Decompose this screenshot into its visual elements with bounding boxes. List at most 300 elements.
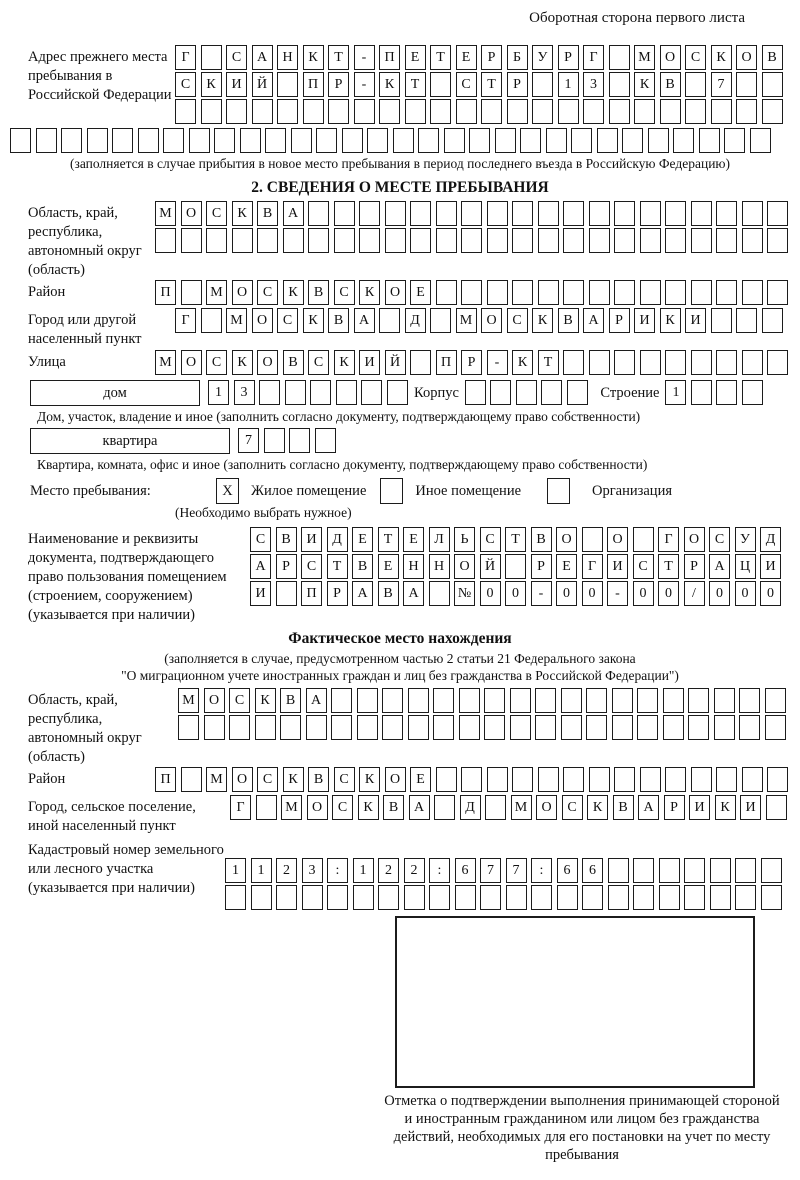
form-cell[interactable]: С <box>456 72 477 97</box>
form-cell[interactable] <box>315 428 336 453</box>
form-cell[interactable] <box>684 885 705 910</box>
form-cell[interactable] <box>382 715 403 740</box>
form-cell[interactable] <box>404 885 425 910</box>
form-cell[interactable] <box>264 428 285 453</box>
form-cell[interactable]: 0 <box>480 581 501 606</box>
form-cell[interactable]: - <box>607 581 628 606</box>
form-cell[interactable]: Р <box>461 350 482 375</box>
form-cell[interactable] <box>201 308 222 333</box>
form-cell[interactable] <box>485 795 506 820</box>
form-cell[interactable] <box>583 99 604 124</box>
form-cell[interactable] <box>306 715 327 740</box>
form-cell[interactable]: О <box>607 527 628 552</box>
form-cell[interactable] <box>353 885 374 910</box>
form-cell[interactable]: О <box>307 795 328 820</box>
form-cell[interactable]: 6 <box>455 858 476 883</box>
form-cell[interactable]: Р <box>328 72 349 97</box>
form-cell[interactable] <box>640 350 661 375</box>
form-cell[interactable] <box>762 99 783 124</box>
form-cell[interactable] <box>520 128 541 153</box>
form-cell[interactable] <box>405 99 426 124</box>
form-cell[interactable]: 7 <box>711 72 732 97</box>
checkbox-other-premises[interactable] <box>380 478 403 504</box>
form-cell[interactable] <box>433 715 454 740</box>
form-cell[interactable]: 0 <box>505 581 526 606</box>
form-cell[interactable]: Н <box>403 554 424 579</box>
form-cell[interactable] <box>567 380 588 405</box>
form-cell[interactable]: К <box>660 308 681 333</box>
form-cell[interactable]: И <box>226 72 247 97</box>
form-cell[interactable] <box>291 128 312 153</box>
form-cell[interactable] <box>461 280 482 305</box>
form-cell[interactable]: 1 <box>353 858 374 883</box>
form-cell[interactable] <box>716 350 737 375</box>
form-cell[interactable] <box>201 45 222 70</box>
form-cell[interactable] <box>637 715 658 740</box>
form-cell[interactable]: А <box>638 795 659 820</box>
form-cell[interactable] <box>410 228 431 253</box>
form-cell[interactable]: Т <box>481 72 502 97</box>
form-cell[interactable]: О <box>204 688 225 713</box>
form-cell[interactable] <box>612 688 633 713</box>
form-cell[interactable] <box>532 72 553 97</box>
form-cell[interactable] <box>359 228 380 253</box>
form-cell[interactable] <box>663 688 684 713</box>
form-cell[interactable]: 0 <box>582 581 603 606</box>
form-cell[interactable]: 6 <box>582 858 603 883</box>
form-cell[interactable]: А <box>283 201 304 226</box>
form-cell[interactable] <box>716 767 737 792</box>
form-cell[interactable]: Т <box>328 45 349 70</box>
form-cell[interactable]: С <box>308 350 329 375</box>
form-cell[interactable]: И <box>359 350 380 375</box>
form-cell[interactable] <box>36 128 57 153</box>
form-cell[interactable] <box>535 688 556 713</box>
form-cell[interactable] <box>762 308 783 333</box>
form-cell[interactable]: Р <box>276 554 297 579</box>
form-cell[interactable]: - <box>354 45 375 70</box>
form-cell[interactable] <box>259 380 280 405</box>
form-cell[interactable]: П <box>436 350 457 375</box>
form-cell[interactable]: И <box>250 581 271 606</box>
form-cell[interactable] <box>481 99 502 124</box>
form-cell[interactable] <box>659 885 680 910</box>
form-cell[interactable] <box>688 688 709 713</box>
form-cell[interactable]: Т <box>430 45 451 70</box>
form-cell[interactable] <box>308 201 329 226</box>
form-cell[interactable] <box>336 380 357 405</box>
form-cell[interactable] <box>691 380 712 405</box>
form-cell[interactable] <box>582 885 603 910</box>
form-cell[interactable]: К <box>334 350 355 375</box>
form-cell[interactable] <box>665 767 686 792</box>
form-cell[interactable] <box>614 201 635 226</box>
form-cell[interactable]: С <box>277 308 298 333</box>
form-cell[interactable] <box>436 280 457 305</box>
form-cell[interactable]: М <box>511 795 532 820</box>
form-cell[interactable]: Г <box>230 795 251 820</box>
form-cell[interactable]: О <box>181 201 202 226</box>
form-cell[interactable]: С <box>226 45 247 70</box>
form-cell[interactable]: Р <box>684 554 705 579</box>
form-cell[interactable] <box>640 228 661 253</box>
form-cell[interactable] <box>612 715 633 740</box>
form-cell[interactable]: Е <box>378 554 399 579</box>
form-cell[interactable]: Л <box>429 527 450 552</box>
form-cell[interactable] <box>531 885 552 910</box>
form-cell[interactable]: К <box>379 72 400 97</box>
form-cell[interactable] <box>710 885 731 910</box>
apartment-type-box[interactable]: квартира <box>30 428 230 454</box>
form-cell[interactable] <box>256 795 277 820</box>
form-cell[interactable]: И <box>740 795 761 820</box>
form-cell[interactable]: К <box>359 280 380 305</box>
form-cell[interactable]: К <box>715 795 736 820</box>
form-cell[interactable] <box>487 228 508 253</box>
form-cell[interactable] <box>597 128 618 153</box>
form-cell[interactable]: П <box>303 72 324 97</box>
form-cell[interactable]: Р <box>531 554 552 579</box>
form-cell[interactable] <box>589 228 610 253</box>
form-cell[interactable]: С <box>334 767 355 792</box>
form-cell[interactable]: Г <box>175 308 196 333</box>
form-cell[interactable] <box>459 688 480 713</box>
form-cell[interactable]: В <box>276 527 297 552</box>
form-cell[interactable]: В <box>352 554 373 579</box>
form-cell[interactable] <box>608 885 629 910</box>
form-cell[interactable] <box>633 858 654 883</box>
form-cell[interactable] <box>181 280 202 305</box>
form-cell[interactable] <box>766 795 787 820</box>
form-cell[interactable]: М <box>178 688 199 713</box>
form-cell[interactable] <box>512 767 533 792</box>
form-cell[interactable] <box>571 128 592 153</box>
form-cell[interactable] <box>359 201 380 226</box>
form-cell[interactable] <box>229 715 250 740</box>
form-cell[interactable]: К <box>359 767 380 792</box>
form-cell[interactable] <box>614 228 635 253</box>
form-cell[interactable] <box>434 795 455 820</box>
form-cell[interactable] <box>614 350 635 375</box>
form-cell[interactable] <box>762 72 783 97</box>
form-cell[interactable] <box>444 128 465 153</box>
form-cell[interactable] <box>367 128 388 153</box>
form-cell[interactable] <box>393 128 414 153</box>
form-cell[interactable] <box>742 350 763 375</box>
form-cell[interactable] <box>436 201 457 226</box>
form-cell[interactable] <box>589 767 610 792</box>
form-cell[interactable]: Н <box>429 554 450 579</box>
form-cell[interactable] <box>506 885 527 910</box>
form-cell[interactable]: А <box>409 795 430 820</box>
form-cell[interactable]: О <box>232 767 253 792</box>
form-cell[interactable]: С <box>206 201 227 226</box>
form-cell[interactable]: В <box>660 72 681 97</box>
form-cell[interactable] <box>510 688 531 713</box>
form-cell[interactable]: 7 <box>238 428 259 453</box>
form-cell[interactable]: В <box>308 280 329 305</box>
form-cell[interactable]: Г <box>582 554 603 579</box>
form-cell[interactable] <box>739 688 760 713</box>
form-cell[interactable] <box>716 201 737 226</box>
form-cell[interactable] <box>327 885 348 910</box>
form-cell[interactable] <box>608 858 629 883</box>
form-cell[interactable] <box>280 715 301 740</box>
form-cell[interactable]: С <box>206 350 227 375</box>
form-cell[interactable] <box>387 380 408 405</box>
form-cell[interactable]: В <box>308 767 329 792</box>
form-cell[interactable] <box>257 228 278 253</box>
form-cell[interactable]: О <box>257 350 278 375</box>
form-cell[interactable] <box>663 715 684 740</box>
form-cell[interactable]: Р <box>558 45 579 70</box>
form-cell[interactable]: М <box>155 350 176 375</box>
form-cell[interactable]: Й <box>385 350 406 375</box>
form-cell[interactable]: С <box>301 554 322 579</box>
form-cell[interactable] <box>379 308 400 333</box>
form-cell[interactable]: К <box>232 201 253 226</box>
form-cell[interactable] <box>361 380 382 405</box>
form-cell[interactable]: С <box>480 527 501 552</box>
form-cell[interactable] <box>163 128 184 153</box>
form-cell[interactable]: П <box>379 45 400 70</box>
form-cell[interactable] <box>691 201 712 226</box>
form-cell[interactable] <box>563 228 584 253</box>
form-cell[interactable] <box>767 767 788 792</box>
form-cell[interactable] <box>408 688 429 713</box>
form-cell[interactable] <box>699 128 720 153</box>
form-cell[interactable]: 6 <box>557 858 578 883</box>
form-cell[interactable] <box>767 201 788 226</box>
form-cell[interactable]: Т <box>538 350 559 375</box>
form-cell[interactable] <box>739 715 760 740</box>
form-cell[interactable] <box>461 767 482 792</box>
form-cell[interactable] <box>285 380 306 405</box>
form-cell[interactable] <box>716 228 737 253</box>
form-cell[interactable] <box>660 99 681 124</box>
form-cell[interactable]: 7 <box>480 858 501 883</box>
form-cell[interactable] <box>189 128 210 153</box>
form-cell[interactable]: И <box>607 554 628 579</box>
form-cell[interactable] <box>622 128 643 153</box>
form-cell[interactable] <box>589 201 610 226</box>
form-cell[interactable] <box>283 228 304 253</box>
form-cell[interactable] <box>277 99 298 124</box>
form-cell[interactable]: И <box>760 554 781 579</box>
form-cell[interactable]: М <box>206 767 227 792</box>
form-cell[interactable] <box>614 280 635 305</box>
form-cell[interactable]: К <box>232 350 253 375</box>
form-cell[interactable] <box>175 99 196 124</box>
form-cell[interactable]: : <box>429 858 450 883</box>
form-cell[interactable] <box>648 128 669 153</box>
form-cell[interactable] <box>484 715 505 740</box>
form-cell[interactable]: В <box>283 350 304 375</box>
form-cell[interactable]: : <box>531 858 552 883</box>
form-cell[interactable]: 3 <box>234 380 255 405</box>
form-cell[interactable] <box>767 350 788 375</box>
form-cell[interactable]: Р <box>664 795 685 820</box>
form-cell[interactable] <box>563 280 584 305</box>
form-cell[interactable] <box>742 767 763 792</box>
form-cell[interactable] <box>456 99 477 124</box>
form-cell[interactable]: К <box>711 45 732 70</box>
form-cell[interactable] <box>436 228 457 253</box>
form-cell[interactable] <box>767 280 788 305</box>
form-cell[interactable]: Ь <box>454 527 475 552</box>
form-cell[interactable] <box>609 45 630 70</box>
form-cell[interactable] <box>214 128 235 153</box>
form-cell[interactable]: Е <box>410 280 431 305</box>
checkbox-residential[interactable]: X <box>216 478 239 504</box>
form-cell[interactable] <box>487 280 508 305</box>
form-cell[interactable] <box>410 201 431 226</box>
form-cell[interactable] <box>640 201 661 226</box>
form-cell[interactable]: Т <box>327 554 348 579</box>
form-cell[interactable]: Г <box>175 45 196 70</box>
form-cell[interactable]: И <box>634 308 655 333</box>
form-cell[interactable]: А <box>306 688 327 713</box>
form-cell[interactable]: Т <box>405 72 426 97</box>
form-cell[interactable]: А <box>252 45 273 70</box>
form-cell[interactable] <box>561 715 582 740</box>
form-cell[interactable]: 2 <box>404 858 425 883</box>
form-cell[interactable]: Г <box>583 45 604 70</box>
form-cell[interactable]: С <box>633 554 654 579</box>
form-cell[interactable]: В <box>762 45 783 70</box>
form-cell[interactable]: О <box>181 350 202 375</box>
form-cell[interactable] <box>181 767 202 792</box>
form-cell[interactable]: О <box>536 795 557 820</box>
form-cell[interactable]: К <box>201 72 222 97</box>
form-cell[interactable] <box>487 767 508 792</box>
form-cell[interactable]: Т <box>505 527 526 552</box>
form-cell[interactable] <box>226 99 247 124</box>
form-cell[interactable]: К <box>587 795 608 820</box>
form-cell[interactable] <box>455 885 476 910</box>
form-cell[interactable] <box>563 350 584 375</box>
form-cell[interactable]: О <box>481 308 502 333</box>
form-cell[interactable] <box>289 428 310 453</box>
form-cell[interactable]: 7 <box>506 858 527 883</box>
form-cell[interactable] <box>541 380 562 405</box>
form-cell[interactable]: Т <box>658 554 679 579</box>
form-cell[interactable]: В <box>531 527 552 552</box>
form-cell[interactable] <box>331 715 352 740</box>
form-cell[interactable] <box>665 280 686 305</box>
form-cell[interactable] <box>232 228 253 253</box>
form-cell[interactable] <box>302 885 323 910</box>
form-cell[interactable]: П <box>301 581 322 606</box>
form-cell[interactable] <box>505 554 526 579</box>
form-cell[interactable] <box>436 767 457 792</box>
form-cell[interactable] <box>277 72 298 97</box>
form-cell[interactable] <box>487 201 508 226</box>
form-cell[interactable]: 3 <box>583 72 604 97</box>
form-cell[interactable] <box>673 128 694 153</box>
form-cell[interactable]: У <box>735 527 756 552</box>
form-cell[interactable] <box>582 527 603 552</box>
form-cell[interactable] <box>255 715 276 740</box>
form-cell[interactable] <box>490 380 511 405</box>
form-cell[interactable]: И <box>685 308 706 333</box>
form-cell[interactable] <box>558 99 579 124</box>
form-cell[interactable]: К <box>255 688 276 713</box>
form-cell[interactable]: К <box>283 280 304 305</box>
form-cell[interactable]: 0 <box>658 581 679 606</box>
form-cell[interactable] <box>276 885 297 910</box>
form-cell[interactable]: В <box>613 795 634 820</box>
form-cell[interactable] <box>563 767 584 792</box>
form-cell[interactable] <box>252 99 273 124</box>
form-cell[interactable]: О <box>385 280 406 305</box>
form-cell[interactable] <box>761 885 782 910</box>
form-cell[interactable] <box>710 858 731 883</box>
form-cell[interactable]: А <box>583 308 604 333</box>
form-cell[interactable] <box>688 715 709 740</box>
form-cell[interactable]: В <box>328 308 349 333</box>
form-cell[interactable] <box>640 767 661 792</box>
form-cell[interactable]: С <box>507 308 528 333</box>
form-cell[interactable] <box>691 350 712 375</box>
form-cell[interactable] <box>609 99 630 124</box>
form-cell[interactable]: К <box>303 45 324 70</box>
form-cell[interactable] <box>342 128 363 153</box>
form-cell[interactable] <box>724 128 745 153</box>
form-cell[interactable]: С <box>175 72 196 97</box>
form-cell[interactable] <box>586 715 607 740</box>
form-cell[interactable] <box>711 308 732 333</box>
form-cell[interactable] <box>561 688 582 713</box>
form-cell[interactable] <box>665 201 686 226</box>
form-cell[interactable] <box>637 688 658 713</box>
form-cell[interactable]: И <box>689 795 710 820</box>
form-cell[interactable] <box>736 99 757 124</box>
form-cell[interactable] <box>461 228 482 253</box>
form-cell[interactable] <box>484 688 505 713</box>
form-cell[interactable] <box>716 380 737 405</box>
form-cell[interactable]: 0 <box>735 581 756 606</box>
form-cell[interactable] <box>684 858 705 883</box>
form-cell[interactable] <box>303 99 324 124</box>
form-cell[interactable] <box>736 308 757 333</box>
form-cell[interactable]: М <box>456 308 477 333</box>
form-cell[interactable]: К <box>283 767 304 792</box>
form-cell[interactable] <box>685 72 706 97</box>
house-type-box[interactable]: дом <box>30 380 200 406</box>
form-cell[interactable]: В <box>378 581 399 606</box>
form-cell[interactable]: М <box>226 308 247 333</box>
form-cell[interactable] <box>589 350 610 375</box>
form-cell[interactable]: Й <box>480 554 501 579</box>
form-cell[interactable]: Р <box>327 581 348 606</box>
form-cell[interactable] <box>767 228 788 253</box>
form-cell[interactable] <box>609 72 630 97</box>
form-cell[interactable] <box>430 72 451 97</box>
form-cell[interactable] <box>586 688 607 713</box>
form-cell[interactable]: К <box>358 795 379 820</box>
form-cell[interactable]: А <box>250 554 271 579</box>
form-cell[interactable] <box>563 201 584 226</box>
form-cell[interactable]: О <box>660 45 681 70</box>
form-cell[interactable]: К <box>303 308 324 333</box>
form-cell[interactable] <box>735 885 756 910</box>
form-cell[interactable] <box>665 350 686 375</box>
form-cell[interactable]: С <box>257 280 278 305</box>
form-cell[interactable] <box>251 885 272 910</box>
form-cell[interactable] <box>112 128 133 153</box>
form-cell[interactable] <box>204 715 225 740</box>
